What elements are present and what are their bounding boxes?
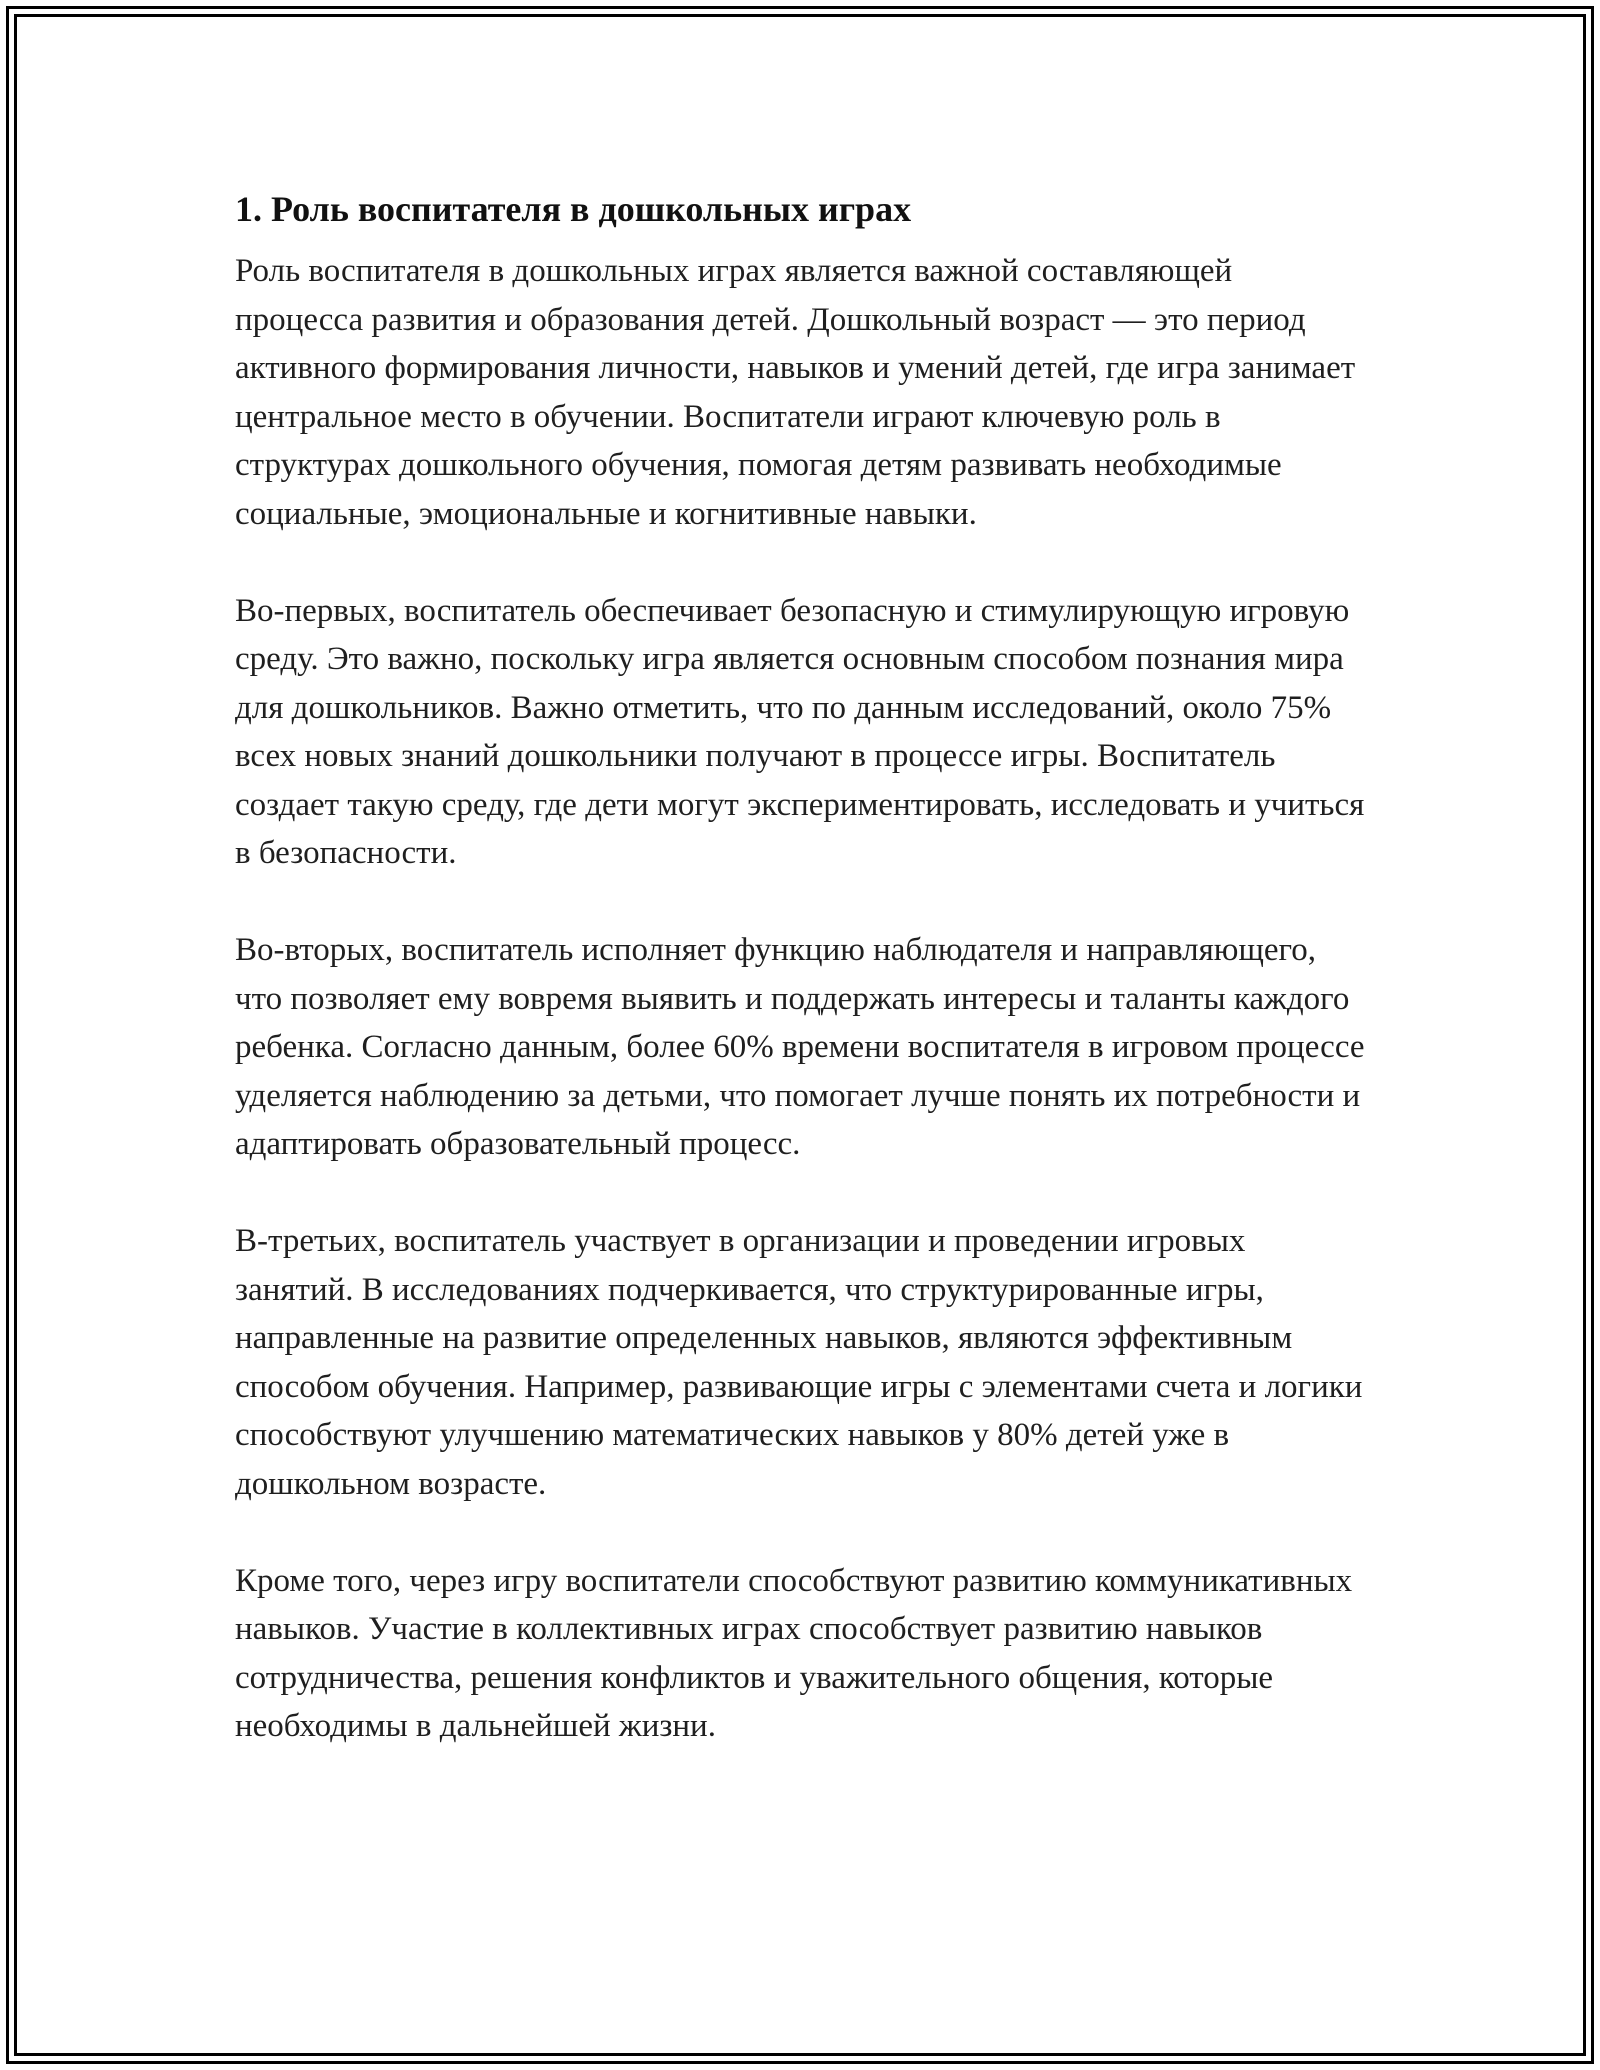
paragraph-intro: Роль воспитателя в дошкольных играх является важной составляющей процесса развития и образования детей. Дошкольный возраст — это период активного формирования личности, навыков и умений детей, где игра занимает центральное место в обучении. Воспитатели играют ключевую роль в структурах дошкольного обучения, помогая детям развивать необходимые социальные, эмоциональные и когнитивные навыки. [235, 253, 1356, 532]
section-heading: 1. Роль воспитателя в дошкольных играх [235, 189, 912, 229]
paragraph-first: Во-первых, воспитатель обеспечивает безопасную и стимулирующую игровую среду. Это важно, поскольку игра является основным способом познания мира для дошкольников. Важно отметить, что по данным исследований, около 75% всех новых знаний дошкольники получают в процессе игры. Воспитатель создает такую среду, где дети могут экспериментировать, исследовать и учиться в безопасности. [235, 592, 1365, 871]
paragraph-second: Во-вторых, воспитатель исполняет функцию наблюдателя и направляющего, что позволяет ему вовремя выявить и поддержать интересы и таланты каждого ребенка. Согласно данным, более 60% времени воспитателя в игровом процессе уделяется наблюдению за детьми, что помогает лучше понять их потребности и адаптировать образовательный процесс. [235, 932, 1365, 1162]
paragraph-additionally: Кроме того, через игру воспитатели способствуют развитию коммуникативных навыков. Участие в коллективных играх способствует развитию навыков сотрудничества, решения конфликтов и уважительного общения, которые необходимы в дальнейшей жизни. [235, 1562, 1353, 1744]
paragraph-third: В-третьих, воспитатель участвует в организации и проведении игровых занятий. В исследованиях подчеркивается, что структурированные игры, направленные на развитие определенных навыков, являются эффективным способом обучения. Например, развивающие игры с элементами счета и логики способствуют улучшению математических навыков у 80% детей уже в дошкольном возрасте. [235, 1223, 1363, 1502]
document-body [235, 185, 1365, 1799]
